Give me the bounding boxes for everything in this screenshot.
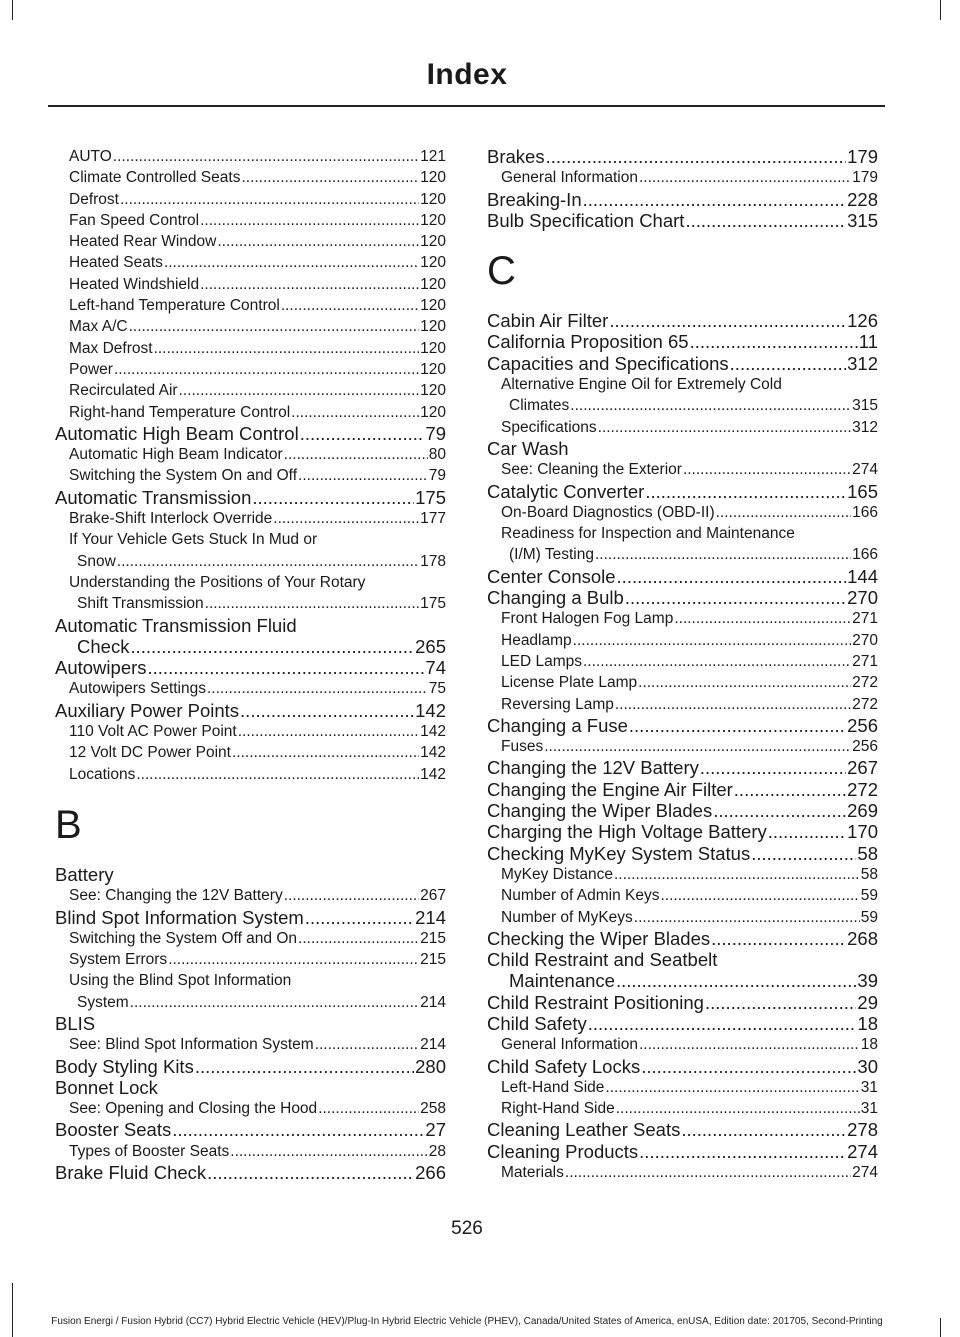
index-entry-autowipers[interactable]: Autowipers ..... 74 (55, 657, 446, 678)
index-subentry-booster-types[interactable]: Types of Booster Seats ..... 28 (55, 1141, 446, 1162)
index-entry-changing-12v[interactable]: Changing the 12V Battery ..... 267 (487, 757, 878, 778)
index-subentry-mykey-1[interactable]: Number of Admin Keys ..... 59 (487, 885, 878, 906)
index-entry-breaking-in[interactable]: Breaking-In ..... 228 (487, 189, 878, 210)
index-entry-transmission[interactable]: Automatic Transmission ..... 175 (55, 487, 446, 508)
index-subentry-child-locks-0[interactable]: Left-Hand Side ..... 31 (487, 1077, 878, 1098)
index-subentry-brakes-general[interactable]: General Information ..... 179 (487, 167, 878, 188)
index-subentry-blind-spot-0[interactable]: Switching the System Off and On ..... 215 (55, 928, 446, 949)
index-subentry-climate-2[interactable]: Defrost ..... 120 (55, 189, 446, 210)
index-subentry-mykey-0[interactable]: MyKey Distance ..... 58 (487, 864, 878, 885)
crop-mark-top-left (12, 0, 13, 20)
index-entry-checking-wipers[interactable]: Checking the Wiper Blades ..... 268 (487, 928, 878, 949)
index-column-right (487, 146, 878, 1183)
index-subentry-high-beam-1[interactable]: Switching the System On and Off ..... 79 (55, 465, 446, 486)
index-subentry-mykey-2[interactable]: Number of MyKeys ..... 59 (487, 907, 878, 928)
index-entry-child-locks[interactable]: Child Safety Locks ..... 30 (487, 1056, 878, 1077)
index-entry-catalytic[interactable]: Catalytic Converter ..... 165 (487, 481, 878, 502)
title-rule (48, 105, 885, 107)
index-subentry-climate-5[interactable]: Heated Seats ..... 120 (55, 252, 446, 273)
index-entry-mykey[interactable]: Checking MyKey System Status ..... 58 (487, 843, 878, 864)
index-entry-bulb-chart[interactable]: Bulb Specification Chart ..... 315 (487, 210, 878, 231)
index-subentry-stuck-line1[interactable]: If Your Vehicle Gets Stuck In Mud or (69, 531, 318, 549)
mykey-sub-list (487, 864, 878, 928)
index-subentry-child-locks-1[interactable]: Right-Hand Side ..... 31 (487, 1098, 878, 1119)
index-subentry-readiness-line2[interactable]: (I/M) Testing ..... 166 (487, 544, 878, 565)
index-entry-child-restraint-line2[interactable]: Maintenance ..... 39 (487, 970, 878, 991)
index-subentry-using-blind-spot-line2[interactable]: System ..... 214 (55, 992, 446, 1013)
index-subentry-aux-power-0[interactable]: 110 Volt AC Power Point ..... 142 (55, 721, 446, 742)
page-number: 526 (451, 1218, 483, 1239)
index-subentry-obd[interactable]: On-Board Diagnostics (OBD-II) ..... 166 (487, 502, 878, 523)
index-entry-child-safety[interactable]: Child Safety ..... 18 (487, 1013, 878, 1034)
index-subentry-car-wash-see[interactable]: See: Cleaning the Exterior ..... 274 (487, 459, 878, 480)
index-entry-high-beam[interactable]: Automatic High Beam Control ..... 79 (55, 423, 446, 444)
index-entry-car-wash[interactable]: Car Wash (487, 437, 569, 459)
index-entry-brakes[interactable]: Brakes ..... 179 (487, 146, 878, 167)
index-entry-cleaning-products[interactable]: Cleaning Products ..... 274 (487, 1141, 878, 1162)
index-subentry-climate-8[interactable]: Max A/C ..... 120 (55, 316, 446, 337)
index-subentry-autowipers-settings[interactable]: Autowipers Settings ..... 75 (55, 678, 446, 699)
index-subentry-specifications[interactable]: Specifications ..... 312 (487, 417, 878, 438)
index-subentry-alt-oil-line2[interactable]: Climates ..... 315 (487, 395, 878, 416)
index-subentry-climate-7[interactable]: Left-hand Temperature Control ..... 120 (55, 295, 446, 316)
index-subentry-bulb-3[interactable]: License Plate Lamp ..... 272 (487, 672, 878, 693)
index-subentry-climate-10[interactable]: Power ..... 120 (55, 359, 446, 380)
page-footer: Fusion Energi / Fusion Hybrid (CC7) Hybrid Electric Vehicle (HEV)/Plug-In Hybrid Electric Vehicle (PHEV), Canada/United States of America, enUSA, Edition date: 201705, Second-Printing (51, 1316, 883, 1327)
index-entry-body-styling[interactable]: Body Styling Kits ..... 280 (55, 1056, 446, 1077)
page-title: Index (426, 58, 508, 91)
index-entry-cleaning-leather[interactable]: Cleaning Leather Seats ..... 278 (487, 1119, 878, 1140)
index-entry-child-positioning[interactable]: Child Restraint Positioning ..... 29 (487, 992, 878, 1013)
index-entry-cabin-air[interactable]: Cabin Air Filter ..... 126 (487, 310, 878, 331)
index-subentry-bulb-4[interactable]: Reversing Lamp ..... 272 (487, 694, 878, 715)
index-subentry-bonnet-see[interactable]: See: Opening and Closing the Hood ..... 258 (55, 1098, 446, 1119)
index-entry-charging-hv[interactable]: Charging the High Voltage Battery ..... 170 (487, 821, 878, 842)
index-entry-changing-air-filter[interactable]: Changing the Engine Air Filter ..... 272 (487, 779, 878, 800)
section-letter-b: B (55, 802, 82, 847)
index-entry-fluid-line1[interactable]: Automatic Transmission Fluid (55, 614, 297, 636)
index-entry-fluid-line2[interactable]: Check ..... 265 (55, 636, 446, 657)
index-subentry-child-safety-general[interactable]: General Information ..... 18 (487, 1034, 878, 1055)
index-subentry-bulb-1[interactable]: Headlamp ..... 270 (487, 630, 878, 651)
index-subentry-battery-see[interactable]: See: Changing the 12V Battery ..... 267 (55, 885, 446, 906)
index-column-left (55, 146, 446, 1183)
index-subentry-fuses[interactable]: Fuses ..... 256 (487, 736, 878, 757)
section-letter-c: C (487, 249, 516, 294)
index-entry-blind-spot[interactable]: Blind Spot Information System ..... 214 (55, 907, 446, 928)
changing-bulb-sub-list (487, 608, 878, 714)
auto-sub-list (55, 146, 446, 423)
index-entry-blis[interactable]: BLIS (55, 1012, 96, 1034)
index-entry-child-restraint-line1[interactable]: Child Restraint and Seatbelt (487, 949, 718, 971)
index-subentry-climate-1[interactable]: Climate Controlled Seats ..... 120 (55, 167, 446, 188)
index-subentry-readiness-line1[interactable]: Readiness for Inspection and Maintenance (501, 525, 795, 543)
index-subentry-blind-spot-1[interactable]: System Errors ..... 215 (55, 949, 446, 970)
high-beam-sub-list (55, 444, 446, 487)
index-entry-california[interactable]: California Proposition 65 ..... 11 (487, 331, 878, 352)
index-subentry-climate-12[interactable]: Right-hand Temperature Control ..... 120 (55, 402, 446, 423)
crop-mark-top-right (940, 0, 941, 20)
index-subentry-blis-see[interactable]: See: Blind Spot Information System ..... 214 (55, 1034, 446, 1055)
index-entry-aux-power[interactable]: Auxiliary Power Points ..... 142 (55, 700, 446, 721)
blind-spot-sub-list (55, 928, 446, 971)
index-subentry-using-blind-spot-line1[interactable]: Using the Blind Spot Information (69, 972, 292, 990)
index-entry-changing-bulb[interactable]: Changing a Bulb ..... 270 (487, 587, 878, 608)
index-subentry-climate-11[interactable]: Recirculated Air ..... 120 (55, 380, 446, 401)
index-subentry-brake-shift[interactable]: Brake-Shift Interlock Override ..... 177 (55, 508, 446, 529)
aux-power-sub-list (55, 721, 446, 785)
index-subentry-alt-oil-line1[interactable]: Alternative Engine Oil for Extremely Cold (501, 376, 782, 394)
crop-mark-bottom-right (940, 1318, 941, 1337)
index-subentry-climate-4[interactable]: Heated Rear Window ..... 120 (55, 231, 446, 252)
index-subentry-rotary-line2[interactable]: Shift Transmission ..... 175 (55, 593, 446, 614)
index-subentry-bulb-0[interactable]: Front Halogen Fog Lamp ..... 271 (487, 608, 878, 629)
child-locks-sub-list (487, 1077, 878, 1120)
index-entry-capacities[interactable]: Capacities and Specifications ..... 312 (487, 353, 878, 374)
index-subentry-climate-0[interactable]: AUTO ..... 121 (55, 146, 446, 167)
index-subentry-high-beam-0[interactable]: Automatic High Beam Indicator ..... 80 (55, 444, 446, 465)
index-entry-brake-fluid[interactable]: Brake Fluid Check ..... 266 (55, 1162, 446, 1183)
crop-mark-bottom-left (12, 1283, 13, 1337)
index-subentry-climate-9[interactable]: Max Defrost ..... 120 (55, 338, 446, 359)
index-entry-battery[interactable]: Battery (55, 863, 114, 885)
index-subentry-climate-6[interactable]: Heated Windshield ..... 120 (55, 274, 446, 295)
index-subentry-climate-3[interactable]: Fan Speed Control ..... 120 (55, 210, 446, 231)
index-entry-booster[interactable]: Booster Seats ..... 27 (55, 1119, 446, 1140)
index-subentry-bulb-2[interactable]: LED Lamps ..... 271 (487, 651, 878, 672)
index-subentry-aux-power-1[interactable]: 12 Volt DC Power Point ..... 142 (55, 742, 446, 763)
index-subentry-rotary-line1[interactable]: Understanding the Positions of Your Rotary (69, 573, 366, 591)
index-subentry-aux-power-2[interactable]: Locations ..... 142 (55, 764, 446, 785)
index-subentry-materials[interactable]: Materials ..... 274 (487, 1162, 878, 1183)
index-entry-center-console[interactable]: Center Console ..... 144 (487, 566, 878, 587)
index-entry-changing-fuse[interactable]: Changing a Fuse ..... 256 (487, 715, 878, 736)
index-subentry-stuck-line2[interactable]: Snow ..... 178 (55, 551, 446, 572)
index-entry-changing-wipers[interactable]: Changing the Wiper Blades ..... 269 (487, 800, 878, 821)
index-entry-bonnet[interactable]: Bonnet Lock (55, 1076, 158, 1098)
